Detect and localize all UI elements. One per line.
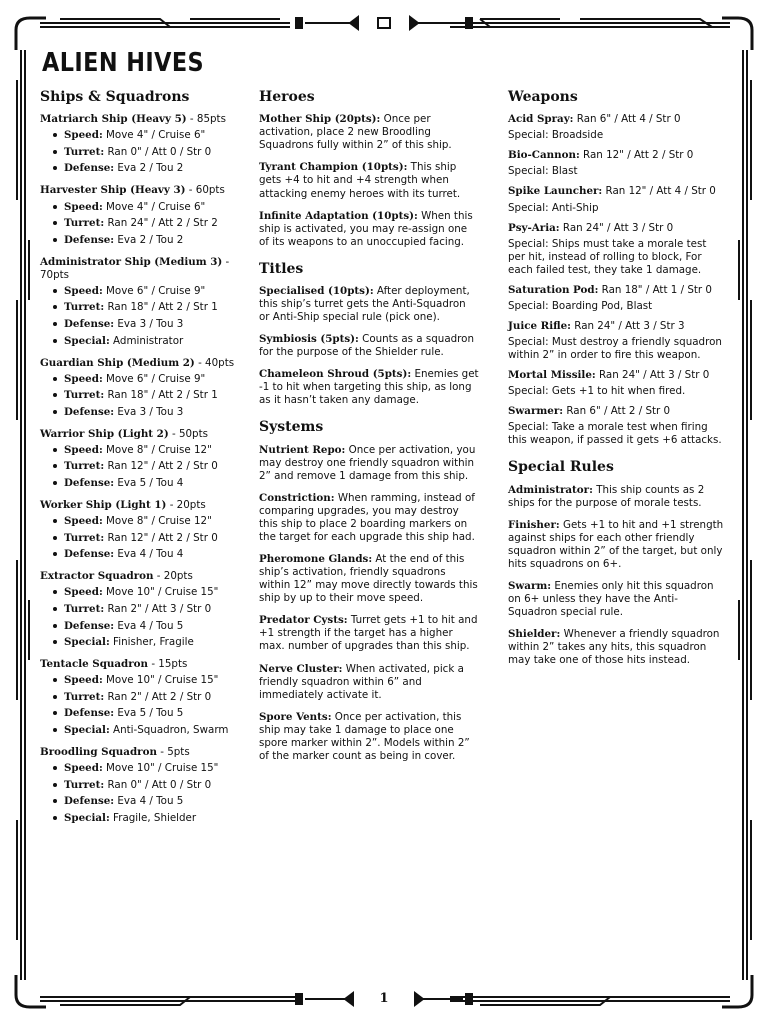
system-entry-text: When activated, pick a friendly squadron within 6” and immediately activate it. <box>259 662 464 701</box>
stat-line <box>53 532 250 545</box>
rule-entry-text: Whenever a friendly squadron within 2” takes any hits, this squadron may take one of those hits instead. <box>508 628 720 667</box>
stat-label: Speed: <box>64 200 103 213</box>
stat-value: Ran 0" / Att 0 / Str 0 <box>107 778 212 791</box>
stat-line <box>53 444 250 457</box>
weapon-stats-line <box>508 320 726 333</box>
system-entry <box>259 492 479 544</box>
stat-line <box>53 217 250 230</box>
ship-name: Extractor Squadron <box>40 570 154 583</box>
stat-label: Turret: <box>64 217 105 230</box>
stat-line <box>53 285 250 298</box>
weapon-stats: Ran 12" / Att 2 / Str 0 <box>583 149 694 162</box>
stat-value: Eva 5 / Tou 5 <box>117 707 184 720</box>
stat-value: Eva 4 / Tou 5 <box>117 795 184 808</box>
stat-label: Turret: <box>64 301 105 314</box>
stat-label: Defense: <box>64 162 115 175</box>
heroes-list <box>259 113 479 249</box>
system-entry-name: Spore Vents: <box>259 710 332 723</box>
weapon-entry <box>508 222 726 277</box>
stat-label: Defense: <box>64 405 115 418</box>
title-entry-name: Specialised (10pts): <box>259 284 374 297</box>
hero-entry <box>259 113 479 152</box>
stat-value: Eva 3 / Tou 3 <box>117 405 184 418</box>
stat-value: Ran 12" / Att 2 / Str 0 <box>107 531 218 544</box>
stat-value: Ran 2" / Att 2 / Str 0 <box>107 690 212 703</box>
stat-value: Administrator <box>113 334 184 347</box>
stat-label: Speed: <box>64 586 103 599</box>
ship-entry <box>40 357 250 419</box>
title-entry <box>259 368 479 407</box>
system-entry-text: Once per activation, this ship may take 1 damage to place one spore marker within 2”. Models within 2” of the marker count as being in cover. <box>259 710 470 762</box>
stat-label: Turret: <box>64 602 105 615</box>
system-entry-name: Nutrient Repo: <box>259 443 346 456</box>
stat-label: Defense: <box>64 233 115 246</box>
title-entry-text: Enemies get -1 to hit when targeting this ship, as long as it hasn’t taken any damage. <box>259 368 479 407</box>
system-entry-text: Once per activation, you may destroy one friendly squadron within 2” and remove 1 damage from this ship. <box>259 443 476 482</box>
ship-points: - 20pts <box>153 570 193 583</box>
column-upgrades <box>259 88 479 772</box>
ship-stats <box>40 285 250 348</box>
stat-value: Ran 18" / Att 2 / Str 1 <box>107 389 218 402</box>
stat-label: Special: <box>64 636 110 649</box>
rule-entry <box>508 628 726 667</box>
hero-entry <box>259 210 479 249</box>
section-heading-special-rules: Special Rules <box>508 459 614 476</box>
stat-line <box>53 162 250 175</box>
ship-entry <box>40 658 250 737</box>
stat-line <box>53 674 250 687</box>
weapon-name: Saturation Pod: <box>508 283 599 296</box>
ship-header <box>40 658 250 671</box>
system-entry-name: Pheromone Glands: <box>259 553 373 566</box>
stat-value: Move 8" / Cruise 12" <box>106 515 212 528</box>
system-entry-text: When ramming, instead of comparing upgrades, you may destroy this ship to place 2 boarding markers on the target for each upgrade this ship had. <box>259 491 475 543</box>
weapon-name: Juice Rifle: <box>508 319 571 332</box>
stat-line <box>53 724 250 737</box>
stat-line <box>53 548 250 561</box>
rule-entry-name: Finisher: <box>508 518 560 531</box>
ship-stats <box>40 586 250 649</box>
ship-entry <box>40 184 250 246</box>
stat-line <box>53 762 250 775</box>
weapon-name: Spike Launcher: <box>508 185 603 198</box>
hero-entry-text: When this ship is activated, you may re-assign one of its weapons to an unoccupied facing. <box>259 209 473 248</box>
rule-entry-text: Gets +1 to hit and +1 strength against ships for each other friendly squadron within 2” of the target, but only hits squadrons on 6+. <box>508 518 724 570</box>
rule-entry-name: Swarm: <box>508 580 552 592</box>
ship-header <box>40 428 250 441</box>
section-heading-heroes: Heroes <box>259 89 315 105</box>
stat-value: Eva 5 / Tou 4 <box>117 477 184 489</box>
weapon-stats-line <box>508 284 726 297</box>
system-entry <box>259 663 479 702</box>
stat-label: Turret: <box>64 460 105 473</box>
weapon-entry <box>508 284 726 313</box>
stat-label: Speed: <box>64 674 103 687</box>
weapon-entry <box>508 369 726 398</box>
ship-stats <box>40 201 250 247</box>
system-entry <box>259 711 479 763</box>
stat-label: Speed: <box>64 372 103 385</box>
stat-label: Speed: <box>64 284 103 297</box>
ship-stats <box>40 444 250 490</box>
ship-points: - 5pts <box>156 745 190 758</box>
rule-entry-name: Administrator: <box>508 483 593 496</box>
system-entry-text: Turret gets +1 to hit and +1 strength if the target has a higher max. number of upgrades than this ship. <box>259 614 478 653</box>
system-entry-name: Constriction: <box>259 491 335 504</box>
stat-line <box>53 301 250 314</box>
stat-value: Ran 12" / Att 2 / Str 0 <box>107 460 218 473</box>
ship-entry <box>40 256 250 348</box>
stat-line <box>53 691 250 704</box>
stat-label: Turret: <box>64 531 105 544</box>
hero-entry <box>259 161 479 200</box>
stat-line <box>53 603 250 616</box>
ship-name: Guardian Ship (Medium 2) <box>40 356 195 369</box>
stat-label: Defense: <box>64 795 115 808</box>
ship-header <box>40 256 250 282</box>
weapon-special: Special: Boarding Pod, Blast <box>508 299 653 312</box>
weapon-stats: Ran 6" / Att 2 / Str 0 <box>566 405 671 418</box>
ship-name: Harvester Ship (Heavy 3) <box>40 184 186 197</box>
stat-line <box>53 201 250 214</box>
ship-points: - 40pts <box>194 356 235 369</box>
title-entry-name: Chameleon Shroud (5pts): <box>259 368 412 381</box>
weapon-special: Special: Blast <box>508 165 578 178</box>
weapon-stats: Ran 12" / Att 4 / Str 0 <box>605 185 716 198</box>
page-title: ALIEN HIVES <box>42 48 205 78</box>
weapon-stats-line <box>508 369 726 382</box>
ship-entry <box>40 428 250 490</box>
stat-label: Speed: <box>64 762 103 774</box>
system-entry-text: At the end of this ship’s activation, friendly squadrons within 12” may move directly towards this ship by up to their move speed. <box>259 553 478 605</box>
stat-value: Anti-Squadron, Swarm <box>113 723 229 736</box>
ship-header <box>40 746 250 759</box>
section-heading-titles: Titles <box>259 260 304 277</box>
ship-entry <box>40 499 250 561</box>
titles-list <box>259 285 479 408</box>
stat-line <box>53 389 250 402</box>
stat-line <box>53 146 250 159</box>
weapon-name: Bio-Cannon: <box>508 149 580 162</box>
ship-points: - 70pts <box>40 255 230 281</box>
stat-label: Turret: <box>64 778 105 791</box>
weapon-special: Special: Must destroy a friendly squadron within 2” in order to fire this weapon. <box>508 336 722 362</box>
stat-label: Turret: <box>64 690 105 703</box>
stat-line <box>53 795 250 808</box>
ship-points: - 15pts <box>148 658 188 671</box>
weapon-special: Special: Ships must take a morale test per hit, instead of rolling to block, For each failed test, they take 1 damage. <box>508 237 707 276</box>
title-entry-text: Counts as a squadron for the purpose of the Shielder rule. <box>259 333 474 359</box>
weapon-stats-line <box>508 222 726 235</box>
weapon-special: Special: Anti-Ship <box>508 201 599 214</box>
stat-value: Eva 2 / Tou 2 <box>117 233 184 246</box>
stat-value: Move 8" / Cruise 12" <box>106 443 212 456</box>
ship-entry <box>40 113 250 175</box>
rule-entry-name: Shielder: <box>508 628 561 641</box>
ship-header <box>40 184 250 197</box>
rule-entry-text: Enemies only hit this squadron on 6+ unless they have the Anti-Squadron special rule. <box>508 580 714 619</box>
stat-label: Defense: <box>64 707 115 720</box>
rule-entry-text: This ship counts as 2 ships for the purpose of morale tests. <box>508 483 705 509</box>
title-entry <box>259 285 479 324</box>
weapon-stats: Ran 24" / Att 3 / Str 3 <box>574 319 685 332</box>
system-entry <box>259 444 479 483</box>
ship-name: Tentacle Squadron <box>40 658 149 671</box>
ship-points: - 85pts <box>186 113 226 126</box>
stat-line <box>53 406 250 419</box>
ship-name: Matriarch Ship (Heavy 5) <box>40 113 187 126</box>
ship-name: Broodling Squadron <box>40 745 157 758</box>
stat-line <box>53 779 250 792</box>
stat-value: Move 6" / Cruise 9" <box>106 372 206 385</box>
stat-value: Ran 0" / Att 0 / Str 0 <box>107 145 212 158</box>
ship-stats <box>40 373 250 419</box>
section-heading-systems: Systems <box>259 419 324 436</box>
ship-stats <box>40 129 250 175</box>
stat-value: Move 4" / Cruise 6" <box>106 129 206 142</box>
weapon-stats: Ran 18" / Att 1 / Str 0 <box>601 283 712 296</box>
stat-label: Defense: <box>64 317 115 330</box>
title-entry-name: Symbiosis (5pts): <box>259 333 359 346</box>
weapon-stats-line <box>508 113 726 126</box>
stat-line <box>53 335 250 348</box>
stat-line <box>53 515 250 528</box>
rule-entry <box>508 484 726 510</box>
ship-points: - 50pts <box>168 427 208 440</box>
hero-entry-name: Mother Ship (20pts): <box>259 113 381 126</box>
stat-line <box>53 234 250 247</box>
stat-line <box>53 460 250 473</box>
weapon-name: Mortal Missile: <box>508 369 596 382</box>
stat-value: Fragile, Shielder <box>113 811 197 824</box>
stat-label: Speed: <box>64 129 103 142</box>
weapon-name: Psy-Aria: <box>508 221 560 234</box>
weapons-list <box>508 113 726 447</box>
rule-entry <box>508 580 726 619</box>
stat-value: Eva 4 / Tou 5 <box>117 619 184 632</box>
hero-entry-name: Infinite Adaptation (10pts): <box>259 209 418 222</box>
stat-value: Ran 2" / Att 3 / Str 0 <box>107 602 212 615</box>
weapon-stats-line <box>508 405 726 418</box>
weapon-special: Special: Gets +1 to hit when fired. <box>508 385 686 398</box>
stat-label: Defense: <box>64 477 115 489</box>
stat-value: Eva 2 / Tou 2 <box>117 162 184 175</box>
weapon-entry <box>508 113 726 142</box>
hero-entry-name: Tyrant Champion (10pts): <box>259 161 408 174</box>
stat-line <box>53 812 250 825</box>
rule-entry <box>508 519 726 571</box>
weapon-name: Swarmer: <box>508 405 564 418</box>
stat-value: Finisher, Fragile <box>113 636 194 649</box>
section-heading-ships: Ships & Squadrons <box>40 89 190 105</box>
stat-label: Special: <box>64 334 110 347</box>
system-entry-name: Nerve Cluster: <box>259 662 343 675</box>
ship-stats <box>40 674 250 737</box>
ship-stats <box>40 515 250 561</box>
stat-line <box>53 636 250 649</box>
ship-header <box>40 113 250 126</box>
weapon-stats: Ran 6" / Att 4 / Str 0 <box>576 113 681 126</box>
section-heading-weapons: Weapons <box>508 89 578 105</box>
stat-label: Defense: <box>64 619 115 632</box>
systems-list <box>259 444 479 763</box>
weapon-stats-line <box>508 149 726 162</box>
weapon-entry <box>508 320 726 362</box>
stat-line <box>53 373 250 386</box>
ship-header <box>40 570 250 583</box>
weapon-special: Special: Take a morale test when firing this weapon, if passed it gets +6 attacks. <box>508 421 722 447</box>
system-entry <box>259 553 479 605</box>
system-entry <box>259 614 479 653</box>
stat-value: Ran 24" / Att 2 / Str 2 <box>107 217 218 230</box>
weapon-entry <box>508 149 726 178</box>
column-ships <box>40 88 250 834</box>
stat-label: Speed: <box>64 443 103 456</box>
stat-label: Turret: <box>64 389 105 402</box>
stat-label: Defense: <box>64 548 115 561</box>
ship-header <box>40 357 250 370</box>
stat-line <box>53 586 250 599</box>
weapon-entry <box>508 185 726 214</box>
stat-line <box>53 620 250 633</box>
weapon-stats: Ran 24" / Att 3 / Str 0 <box>562 221 674 234</box>
stat-label: Turret: <box>64 145 105 158</box>
ship-points: - 20pts <box>166 499 206 512</box>
ship-stats <box>40 762 250 825</box>
ship-list <box>40 113 250 825</box>
title-entry <box>259 333 479 359</box>
hero-entry-text: This ship gets +4 to hit and +4 strength when attacking enemy heroes with its turret. <box>259 161 461 200</box>
stat-value: Move 6" / Cruise 9" <box>106 284 206 297</box>
ship-points: - 60pts <box>185 184 225 197</box>
stat-value: Move 4" / Cruise 6" <box>106 200 206 213</box>
stat-label: Speed: <box>64 515 103 528</box>
ship-entry <box>40 570 250 649</box>
stat-line <box>53 477 250 490</box>
stat-value: Move 10" / Cruise 15" <box>106 762 219 774</box>
ship-name: Worker Ship (Light 1) <box>40 499 167 512</box>
stat-line <box>53 318 250 331</box>
stat-value: Eva 4 / Tou 4 <box>117 548 184 561</box>
ship-name: Administrator Ship (Medium 3) <box>40 255 223 268</box>
special-rules-list <box>508 484 726 668</box>
stat-value: Eva 3 / Tou 3 <box>117 317 184 330</box>
stat-value: Move 10" / Cruise 15" <box>106 586 219 599</box>
stat-value: Move 10" / Cruise 15" <box>106 674 219 687</box>
weapon-name: Acid Spray: <box>508 113 574 126</box>
stat-label: Special: <box>64 811 110 824</box>
ship-entry <box>40 746 250 825</box>
title-entry-text: After deployment, this ship’s turret gets the Anti-Squadron or Anti-Ship special rule (pick one). <box>259 284 470 324</box>
stat-label: Special: <box>64 723 110 736</box>
weapon-stats: Ran 24" / Att 3 / Str 0 <box>598 369 710 382</box>
ship-name: Warrior Ship (Light 2) <box>40 427 169 440</box>
stat-line <box>53 707 250 720</box>
weapon-stats-line <box>508 185 726 198</box>
weapon-entry <box>508 405 726 447</box>
hero-entry-text: Once per activation, place 2 new Broodling Squadrons fully within 2” of this ship. <box>259 113 452 152</box>
stat-line <box>53 129 250 142</box>
column-weapons <box>508 88 726 676</box>
system-entry-name: Predator Cysts: <box>259 614 348 627</box>
stat-value: Ran 18" / Att 2 / Str 1 <box>107 301 218 314</box>
page-number: 1 <box>379 991 389 1006</box>
weapon-special: Special: Broadside <box>508 129 604 142</box>
ship-header <box>40 499 250 512</box>
